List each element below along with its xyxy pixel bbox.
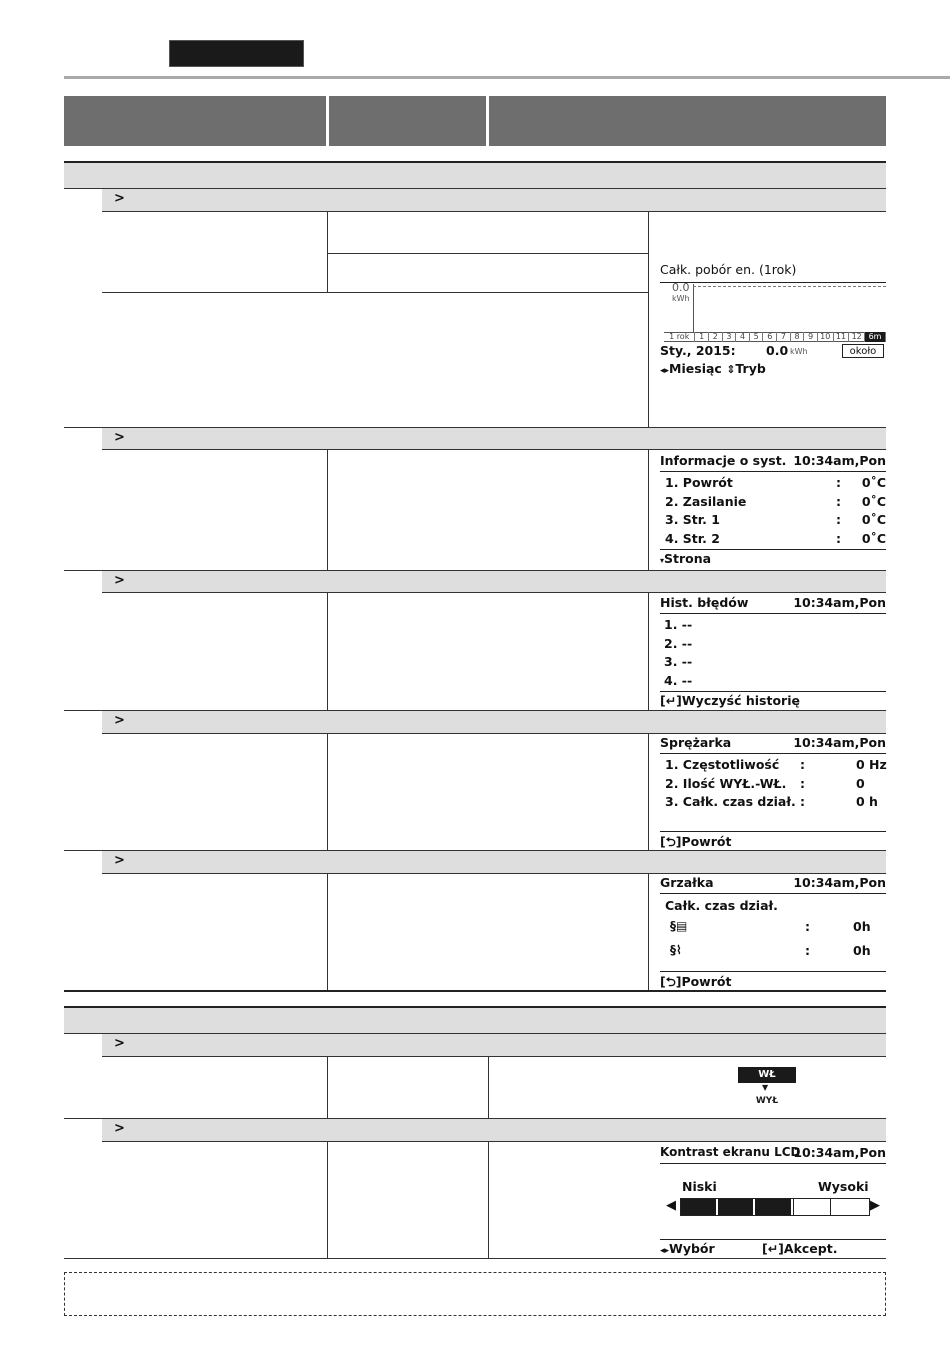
rule [327,1056,328,1118]
contrast-hint-select [660,1241,715,1256]
rule [648,211,649,427]
rule [648,873,649,990]
contrast-segment [830,1199,867,1215]
title-underline [660,893,886,894]
chart-y-value: 0.0 [672,281,690,294]
sysinfo-row-sep: : [836,530,841,546]
sysinfo-footer [660,551,711,566]
compressor-row-label: 1. Częstotliwość [665,757,780,772]
left-right-arrows-icon: ◂▸ [660,366,670,376]
energy-chart-panel [660,262,886,382]
sysinfo-row-sep: : [836,493,841,509]
footer-rule [660,1239,886,1240]
sysinfo-row-value: 0˚C [861,512,886,527]
rule [327,449,328,570]
toggle-off-option[interactable] [738,1094,796,1108]
contrast-title: Kontrast ekranu LCD [660,1145,801,1159]
subsection-band [102,571,886,592]
footer-rule [660,691,886,692]
error-row: 4. -- [664,672,693,688]
heater-row-sep: : [805,943,810,958]
chart-gridline [693,286,886,287]
chapter-tab [169,40,304,67]
chart-tab[interactable]: 7 [777,332,791,342]
rule [64,1258,886,1259]
chart-tab[interactable]: 4 [736,332,750,342]
error-row: 3. -- [664,654,693,669]
rule [102,1141,886,1142]
compressor-row-label: 3. Całk. czas dział. [665,794,796,809]
rule [327,873,328,990]
errors-title: Hist. błędów [660,595,749,610]
compressor-row-sep: : [800,794,805,809]
error-row: 2. -- [664,635,693,651]
about-button-label: około [849,346,877,357]
contrast-low-label: Niski [682,1179,717,1194]
compressor-title: Sprężarka [660,735,732,750]
compressor-row-label: 2. Ilość WYŁ.-WŁ. [665,775,787,791]
heater-row-value: 0h [853,943,871,958]
chevron-right-icon: > [114,713,125,728]
chart-tab[interactable]: 6m [865,332,886,342]
subsection-band [102,1119,886,1141]
table-header [64,96,886,146]
subsection-band [102,1034,886,1056]
toggle-on-label: WŁ [758,1069,776,1080]
chart-tab[interactable]: 2 [709,332,723,342]
chart-tab[interactable]: 10 [818,332,834,342]
error-row: 1. -- [664,617,693,632]
chart-tab[interactable]: 8 [791,332,805,342]
contrast-segment [793,1199,830,1215]
contrast-high-label: Wysoki [818,1179,869,1194]
rule [648,449,649,570]
footer-rule [660,831,886,832]
sysinfo-row-label: 4. Str. 2 [665,530,720,546]
heater-title: Grzałka [660,875,714,890]
sysinfo-time: 10:34am,Pon [793,453,886,468]
subsection-band [102,851,886,873]
sysinfo-title: Informacje o syst. [660,453,787,468]
sysinfo-panel [660,453,886,569]
compressor-row-value: 0 [856,775,865,791]
rule [327,592,328,710]
hint-month: Miesiąc [669,361,722,376]
contrast-segment [718,1199,755,1215]
sysinfo-row-value: 0˚C [861,530,886,546]
rule [488,1141,489,1258]
compressor-row-value: 0 Hz [856,757,887,772]
rule [102,592,886,593]
sysinfo-row-sep: : [836,475,841,490]
chart-y-unit: kWh [672,294,690,303]
top-rule [64,76,950,79]
chart-value-unit: kWh [790,347,808,356]
heater-1-icon: §▤ [670,919,688,933]
sysinfo-row-value: 0˚C [861,475,886,490]
footer-rule [660,971,886,972]
chevron-right-icon: > [114,430,125,445]
hint-mode: Tryb [735,361,766,376]
rule [102,873,886,874]
chart-tab[interactable]: 11 [834,332,850,342]
rule [648,733,649,850]
down-arrow-icon: ▾ [660,556,665,565]
errors-footer[interactable]: [↵]Wyczyść historię [660,693,800,708]
title-underline [660,613,886,614]
contrast-segment [755,1199,792,1215]
errors-panel [660,595,886,709]
down-arrow-icon: ▼ [762,1083,769,1092]
section-band-2 [64,1008,886,1033]
sysinfo-row-label: 2. Zasilanie [665,493,747,509]
header-divider-2 [486,96,489,146]
chart-tab[interactable]: 6 [763,332,777,342]
title-underline [660,471,886,472]
note-box [64,1272,886,1316]
subsection-band [102,428,886,449]
chart-hints [660,361,766,376]
rule [327,253,648,254]
contrast-hint-accept[interactable]: [↵]Akcept. [762,1241,838,1256]
chart-value: 0.0 [766,343,789,358]
contrast-panel [660,1145,886,1257]
compressor-row-value: 0 h [856,794,878,809]
toggle-on-option[interactable] [738,1067,796,1083]
subsection-band [102,711,886,733]
rule [102,449,886,450]
heater-panel [660,875,886,989]
chart-tab[interactable]: 1 rok [664,332,695,342]
rule [327,1141,328,1258]
chart-tabs [664,332,886,342]
sysinfo-row-value: 0˚C [861,493,886,509]
chart-tab[interactable]: 12 [849,332,865,342]
compressor-row-sep: : [800,775,805,791]
heater-row-sep: : [805,919,810,934]
compressor-panel [660,735,886,849]
sysinfo-footer-label: Strona [664,551,712,566]
sysinfo-row-label: 3. Str. 1 [665,512,720,527]
heater-2-icon: §⌇ [670,943,682,957]
compressor-row-sep: : [800,757,805,772]
chart-tab[interactable]: 3 [723,332,737,342]
heater-row-value: 0h [853,919,871,934]
up-down-arrows-icon: ⇕ [726,363,736,376]
section-band-1 [64,163,886,188]
compressor-time: 10:34am,Pon [793,735,886,750]
rule [102,211,886,212]
title-underline [660,753,886,754]
title-underline [660,1163,886,1164]
chart-title-underline [660,282,886,283]
rule [648,592,649,710]
rule [327,211,328,292]
rule [327,733,328,850]
chevron-right-icon: > [114,1121,125,1136]
chart-title: Całk. pobór en. (1rok) [660,262,797,277]
chart-tab[interactable]: 9 [804,332,818,342]
arrow-right-icon[interactable]: ▶ [870,1198,880,1213]
rule [488,1056,489,1118]
rule [102,1056,886,1057]
arrow-left-icon[interactable]: ◀ [666,1198,676,1213]
toggle-off-label: WYŁ [755,1096,779,1106]
sysinfo-row-sep: : [836,512,841,527]
hint-select: Wybór [669,1241,715,1256]
chart-period: Sty., 2015: [660,343,736,358]
chart-tab[interactable]: 1 [695,332,709,342]
chart-tab[interactable]: 5 [750,332,764,342]
chevron-right-icon: > [114,853,125,868]
left-right-arrows-icon: ◂▸ [660,1246,670,1256]
heater-footer[interactable]: [⮌]Powrót [660,974,732,989]
header-divider-1 [326,96,329,146]
compressor-footer[interactable]: [⮌]Powrót [660,834,732,849]
errors-time: 10:34am,Pon [793,595,886,610]
contrast-slider[interactable] [680,1198,870,1216]
rule [64,990,886,992]
subsection-band [102,189,886,211]
chart-y-axis [693,284,694,332]
chevron-right-icon: > [114,191,125,206]
rule [102,733,886,734]
chevron-right-icon: > [114,1036,125,1051]
contrast-segment [681,1199,718,1215]
footer-rule [660,549,886,550]
about-button[interactable] [842,344,884,358]
rule [102,292,648,293]
heater-time: 10:34am,Pon [793,875,886,890]
chevron-right-icon: > [114,573,125,588]
heater-subtitle: Całk. czas dział. [665,898,778,913]
contrast-time: 10:34am,Pon [793,1145,886,1160]
sysinfo-row-label: 1. Powrót [665,475,733,490]
